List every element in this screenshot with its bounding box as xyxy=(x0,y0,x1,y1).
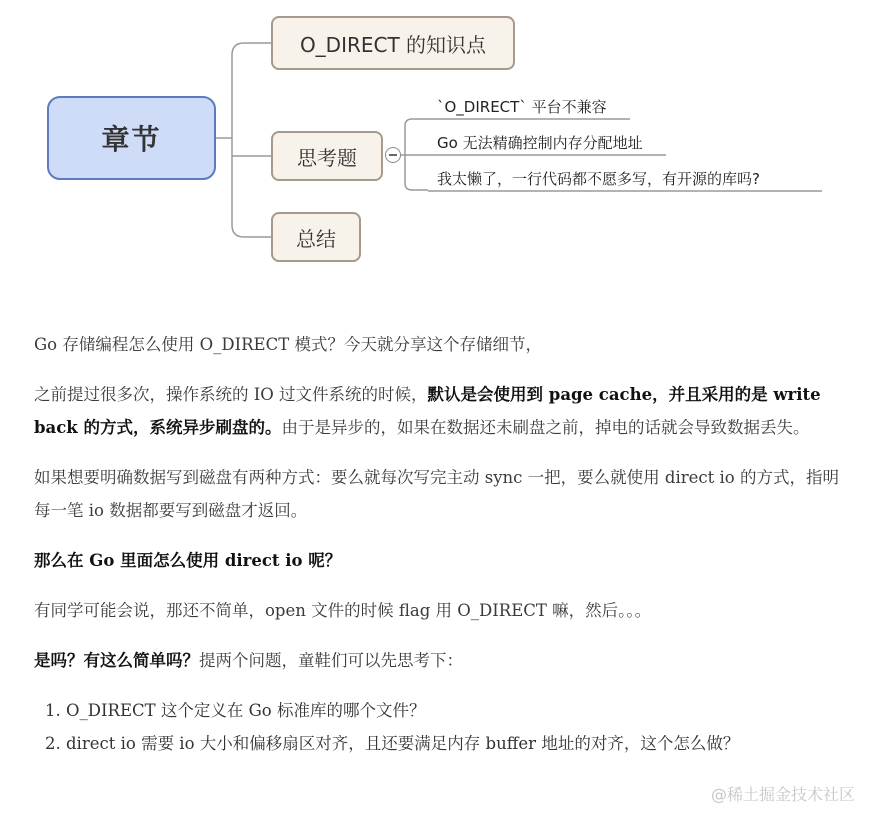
paragraph-emphasis: 那么在 Go 里面怎么使用 direct io 呢？ xyxy=(34,551,342,570)
question-list xyxy=(34,694,854,760)
collapse-toggle-icon[interactable] xyxy=(385,147,401,163)
mind-map xyxy=(0,0,877,290)
paragraph-emphasis: 默认是会使用到 page cache，并且采用的是 write back 的方式，系统异步刷盘的。 xyxy=(34,385,821,437)
watermark: @稀土掘金技术社区 xyxy=(710,785,855,804)
paragraph-text: 之前提过很多次，操作系统的 IO 过文件系统的时候， xyxy=(34,385,428,404)
mindmap-branch-questions: 思考题 xyxy=(271,131,383,181)
mindmap-branch-odirect: O_DIRECT 的知识点 xyxy=(271,16,515,70)
paragraph-sync-options: 如果想要明确数据写到磁盘有两种方式：要么就每次写完主动 sync 一把，要么就使用 direct io 的方式，指明每一笔 io 数据都要写到磁盘才返回。 xyxy=(34,468,839,520)
paragraph-question-heading xyxy=(34,544,854,577)
paragraph-text: 由于是异步的，如果在数据还未刷盘之前，掉电的话就会导致数据丢失。 xyxy=(281,418,810,437)
mindmap-leaf: Go 无法精确控制内存分配地址 xyxy=(437,134,643,152)
paragraph-text: 提两个问题，童鞋们可以先思考下： xyxy=(199,651,463,670)
paragraph-page-cache xyxy=(34,378,854,444)
mindmap-branch-summary: 总结 xyxy=(271,212,361,262)
mindmap-leaf: 我太懒了，一行代码都不愿多写，有开源的库吗? xyxy=(437,170,760,188)
article-body xyxy=(34,328,854,760)
paragraph-challenge xyxy=(34,644,854,677)
list-item: 2. direct io 需要 io 大小和偏移扇区对齐，且还要满足内存 buffer 地址的对齐，这个怎么做？ xyxy=(66,727,854,760)
mindmap-root-node: 章节 xyxy=(47,96,216,180)
mindmap-leaf: `O_DIRECT` 平台不兼容 xyxy=(437,98,607,116)
paragraph-emphasis: 是吗？有这么简单吗？ xyxy=(34,651,199,670)
paragraph-intro: Go 存储编程怎么使用 O_DIRECT 模式？今天就分享这个存储细节， xyxy=(34,335,542,354)
paragraph-naive-answer: 有同学可能会说，那还不简单，open 文件的时候 flag 用 O_DIRECT 嘛，然后。。。 xyxy=(34,601,652,620)
list-item: 1. O_DIRECT 这个定义在 Go 标准库的哪个文件？ xyxy=(66,694,854,727)
